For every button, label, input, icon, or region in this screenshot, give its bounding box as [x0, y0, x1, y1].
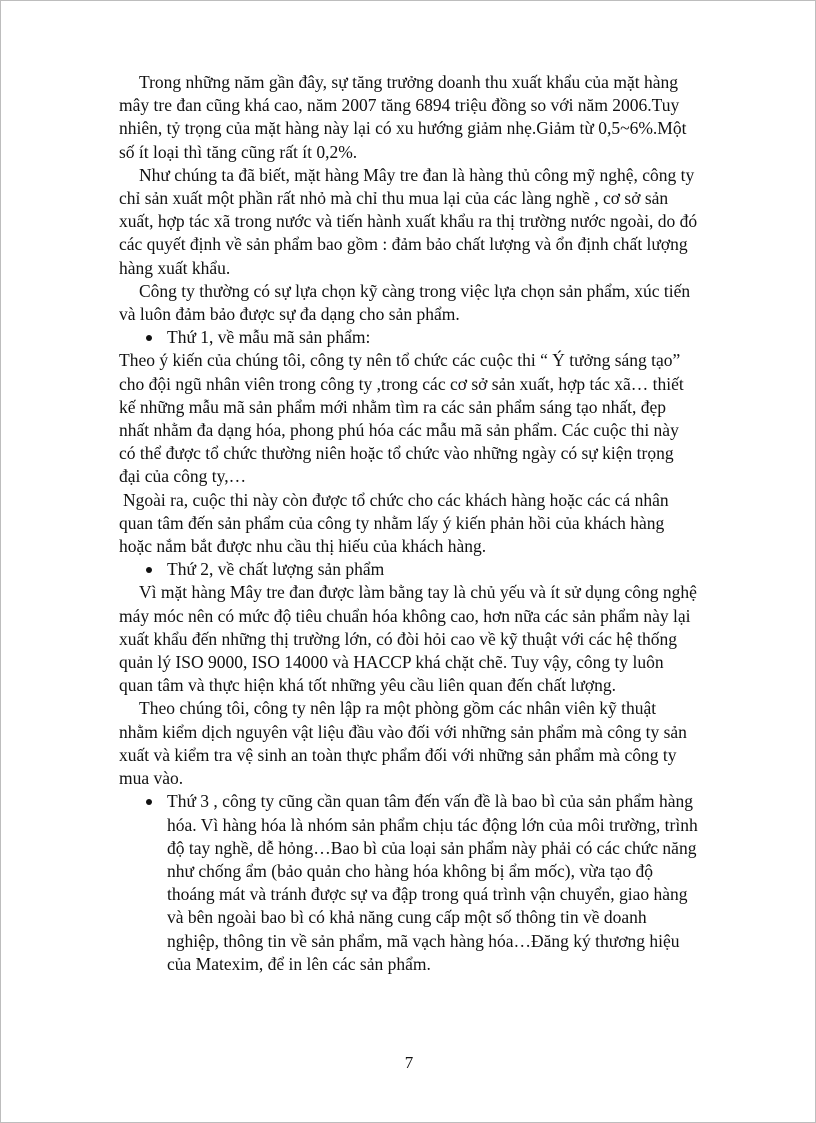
bullet-label: Thứ 1, về mẫu mã sản phẩm: — [167, 327, 371, 348]
paragraph-quality-standards: Vì mặt hàng Mây tre đan được làm bằng tay là chủ yếu và ít sử dụng công nghệ máy móc nên có mức độ tiêu chuẩn hóa không cao, hơn nữa các sản phẩm này lại xuất khẩu đến những thị trường lớn, có đòi hỏi cao về kỹ thuật với các hệ thống quản lý ISO 9000, ISO 14000 và HACCP khá chặt chẽ. Tuy vậy, công ty luôn quan tâm và thực hiện khá tốt những yêu cầu liên quan đến chất lượng. — [119, 582, 697, 696]
bullet-icon — [146, 567, 152, 573]
bullet-label: Thứ 2, về chất lượng sản phẩm — [167, 559, 385, 580]
paragraph-product-selection: Công ty thường có sự lựa chọn kỹ càng trong việc lựa chọn sản phẩm, xúc tiến và luôn đảm bảo được sự đa dạng cho sản phẩm. — [119, 280, 691, 325]
paragraph-handicraft: Như chúng ta đã biết, mặt hàng Mây tre đan là hàng thủ công mỹ nghệ, công ty chỉ sản xuất một phần rất nhỏ mà chỉ thu mua lại của các làng nghề , cơ sở sản xuất, hợp tác xã trong nước và tiến hành xuất khẩu ra thị trường nước ngoài, do đó các quyết định về sản phẩm bao gồm : đảm bảo chất lượng và ổn định chất lượng hàng xuất khẩu. — [119, 164, 698, 278]
bullet-item-design — [119, 326, 699, 349]
paragraph-technical-team: Theo chúng tôi, công ty nên lập ra một phòng gồm các nhân viên kỹ thuật nhằm kiểm dịch nguyên vật liệu đầu vào đối với những sản phẩm mà công ty sản xuất và kiểm tra vệ sinh an toàn thực phẩm đối với những sản phẩm mà công ty mua vào. — [119, 698, 687, 789]
bullet-text: Thứ 3 , công ty cũng cần quan tâm đến vấn đề là bao bì của sản phẩm hàng hóa. Vì hàng hóa là nhóm sản phẩm chịu tác động lớn của môi trường, trình độ tay nghề, dễ hỏng…Bao bì của loại sản phẩm này phải có các chức năng như chống ẩm (bảo quản cho hàng hóa không bị ẩm mốc), vừa tạo độ thoáng mát và tránh được sự va đập trong quá trình vận chuyển, giao hàng và bên ngoài bao bì có khả năng cung cấp một số thông tin về doanh nghiệp, thông tin về sản phẩm, mã vạch hàng hóa…Đăng ký thương hiệu của Matexim, để in lên các sản phẩm. — [167, 791, 698, 974]
bullet-item-packaging — [119, 790, 699, 976]
paragraph-export-growth: Trong những năm gần đây, sự tăng trưởng doanh thu xuất khẩu của mặt hàng mây tre đan cũng khá cao, năm 2007 tăng 6894 triệu đồng so với năm 2006.Tuy nhiên, tỷ trọng của mặt hàng này lại có xu hướng giảm nhẹ.Giảm từ 0,5~6%.Một số ít loại thì tăng cũng rất ít 0,2%. — [119, 72, 687, 162]
paragraph-idea-contest: Theo ý kiến của chúng tôi, công ty nên tổ chức các cuộc thi “ Ý tưởng sáng tạo” cho đội ngũ nhân viên trong công ty ,trong các cơ sở sản xuất, hợp tác xã… thiết kế những mẫu mã sản phẩm mới nhằm tìm ra các sản phẩm sáng tạo nhất, đẹp nhất nhằm đa dạng hóa, phong phú hóa các mẫu mã sản phẩm. Các cuộc thi này có thể được tổ chức thường niên hoặc tổ chức vào những ngày có sự kiện trọng đại của công ty,… — [119, 350, 684, 487]
bullet-icon — [146, 335, 152, 341]
page-body — [119, 71, 699, 976]
paragraph-customer-contest: Ngoài ra, cuộc thi này còn được tổ chức cho các khách hàng hoặc các cá nhân quan tâm đến sản phẩm của công ty nhằm lấy ý kiến phản hồi của khách hàng hoặc nắm bắt được nhu cầu thị hiếu của khách hàng. — [119, 489, 669, 557]
bullet-icon — [146, 799, 152, 805]
bullet-item-quality — [119, 558, 699, 581]
page-number: 7 — [404, 1053, 414, 1072]
